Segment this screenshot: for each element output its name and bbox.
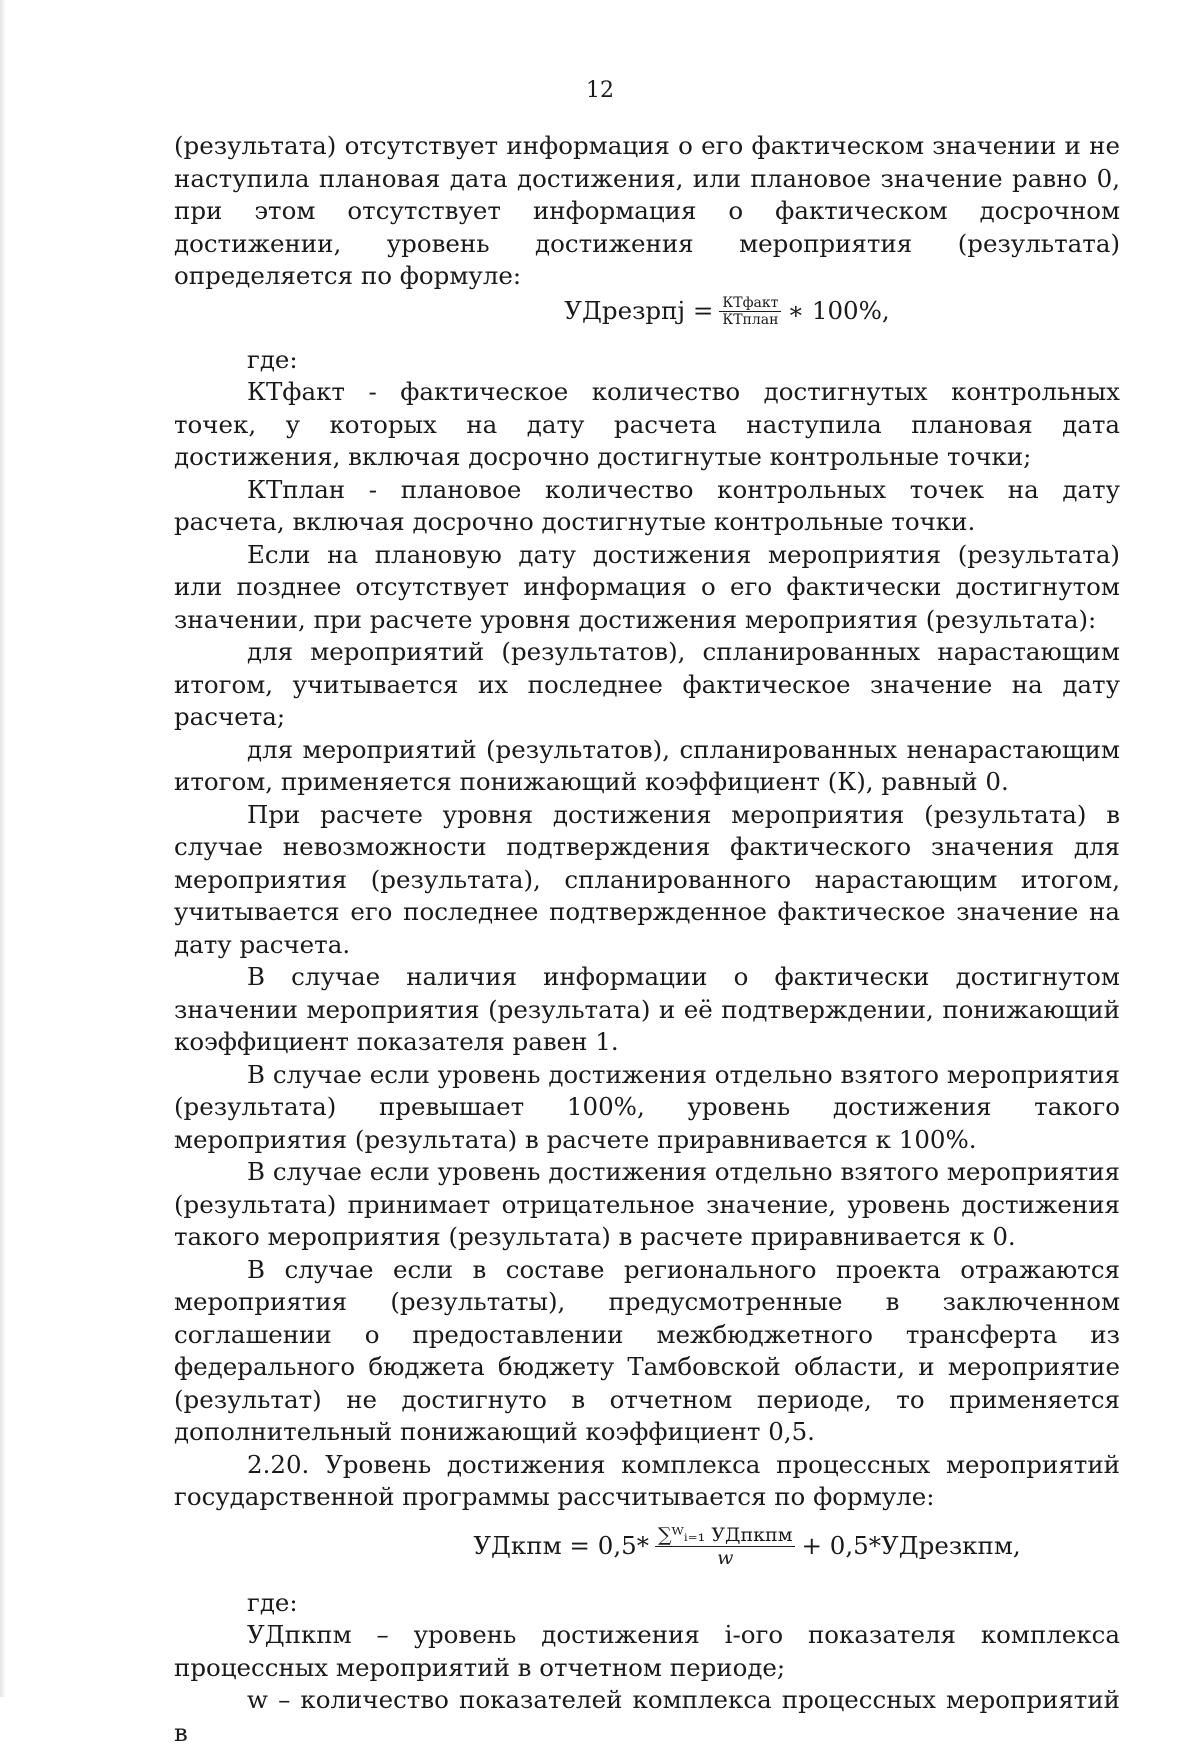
formula-fraction bbox=[719, 295, 781, 328]
where-label: где: bbox=[247, 344, 298, 374]
formula-lhs: УДкпм = 0,5* bbox=[473, 1530, 649, 1560]
paragraph-no-info: Если на плановую дату достижения мероприятия (результата) или позднее отсутствует информация о его фактически достигнутом значении, при расчете уровня достижения мероприятия (результата): bbox=[174, 539, 1120, 634]
formula-fraction bbox=[655, 1524, 796, 1569]
formula-rhs: ∗ 100%, bbox=[787, 295, 890, 325]
definition-ktfakt: КТфакт - фактическое количество достигнутых контрольных точек, у которых на дату расчета наступила плановая дата достижения, включая досрочно достигнутые контрольные точки; bbox=[174, 377, 1120, 471]
paragraph-coefficient-one: В случае наличия информации о фактически достигнутом значении мероприятия (результата) и её подтверждении, понижающий коэффициент показателя равен 1. bbox=[174, 962, 1120, 1056]
paragraph-regional-project: В случае если в составе регионального проекта отражаются мероприятия (результаты), предусмотренные в заключенном соглашении о предоставлении межбюджетного трансферта из федерального бюджета бюджету Тамбовской области, и мероприятие (результат) не достигнуто в отчетном периоде, то применяется дополнительный понижающий коэффициент 0,5. bbox=[174, 1254, 1120, 1446]
scan-edge-shadow bbox=[0, 0, 6, 1697]
formula-denominator: КТплан bbox=[722, 311, 779, 328]
paragraph-cumulative: для мероприятий (результатов), спланированных нарастающим итогом, учитывается их последнее фактическое значение на дату расчета; bbox=[174, 637, 1120, 731]
paragraph-continuation: (результата) отсутствует информация о его фактическом значении и не наступила плановая дата достижения, или плановое значение равно 0, при этом отсутствует информация о фактическом досрочном достижении, уровень достижения мероприятия (результата) определяется по формуле: bbox=[174, 131, 1120, 290]
page-number: 12 bbox=[586, 78, 614, 103]
definition-ktplan: КТплан - плановое количество контрольных точек на дату расчета, включая досрочно достигнутые контрольные точки. bbox=[174, 474, 1120, 536]
formula-numerator: ∑ᵂᵢ₌₁ УДпкпм bbox=[655, 1524, 796, 1547]
paragraph-non-cumulative: для мероприятий (результатов), спланированных ненарастающим итогом, применяется понижающий коэффициент (К), равный 0. bbox=[174, 734, 1120, 796]
definition-udpkpm: УДпкпм – уровень достижения i-ого показателя комплекса процессных мероприятий в отчетном периоде; bbox=[174, 1620, 1120, 1682]
formula-denominator: w bbox=[717, 1546, 734, 1569]
formula-process-complex bbox=[174, 1524, 1120, 1569]
where-label: где: bbox=[247, 1587, 298, 1617]
section-2-20: 2.20. Уровень достижения комплекса процессных мероприятий государственной программы рассчитывается по формуле: bbox=[174, 1449, 1120, 1511]
formula-numerator: КТфакт bbox=[719, 295, 781, 312]
paragraph-confirmation: При расчете уровня достижения мероприятия (результата) в случае невозможности подтверждения фактического значения для мероприятия (результата), спланированного нарастающим итогом, учитывается его последнее подтвержденное фактическое значение на дату расчета. bbox=[174, 799, 1120, 959]
definition-w: w – количество показателей комплекса процессных мероприятий в bbox=[174, 1685, 1120, 1747]
paragraph-negative: В случае если уровень достижения отдельно взятого мероприятия (результата) принимает отрицательное значение, уровень достижения такого мероприятия (результата) в расчете приравнивается к 0. bbox=[174, 1157, 1120, 1251]
formula-lhs: УДрезрпj = bbox=[564, 295, 714, 325]
paragraph-over-100: В случае если уровень достижения отдельно взятого мероприятия (результата) превышает 100%, уровень достижения такого мероприятия (результата) в расчете приравнивается к 100%. bbox=[174, 1059, 1120, 1154]
formula-event-achievement bbox=[174, 295, 1120, 328]
page-body bbox=[174, 130, 1120, 1749]
formula-rhs: + 0,5*УДрезкпм, bbox=[801, 1530, 1021, 1560]
